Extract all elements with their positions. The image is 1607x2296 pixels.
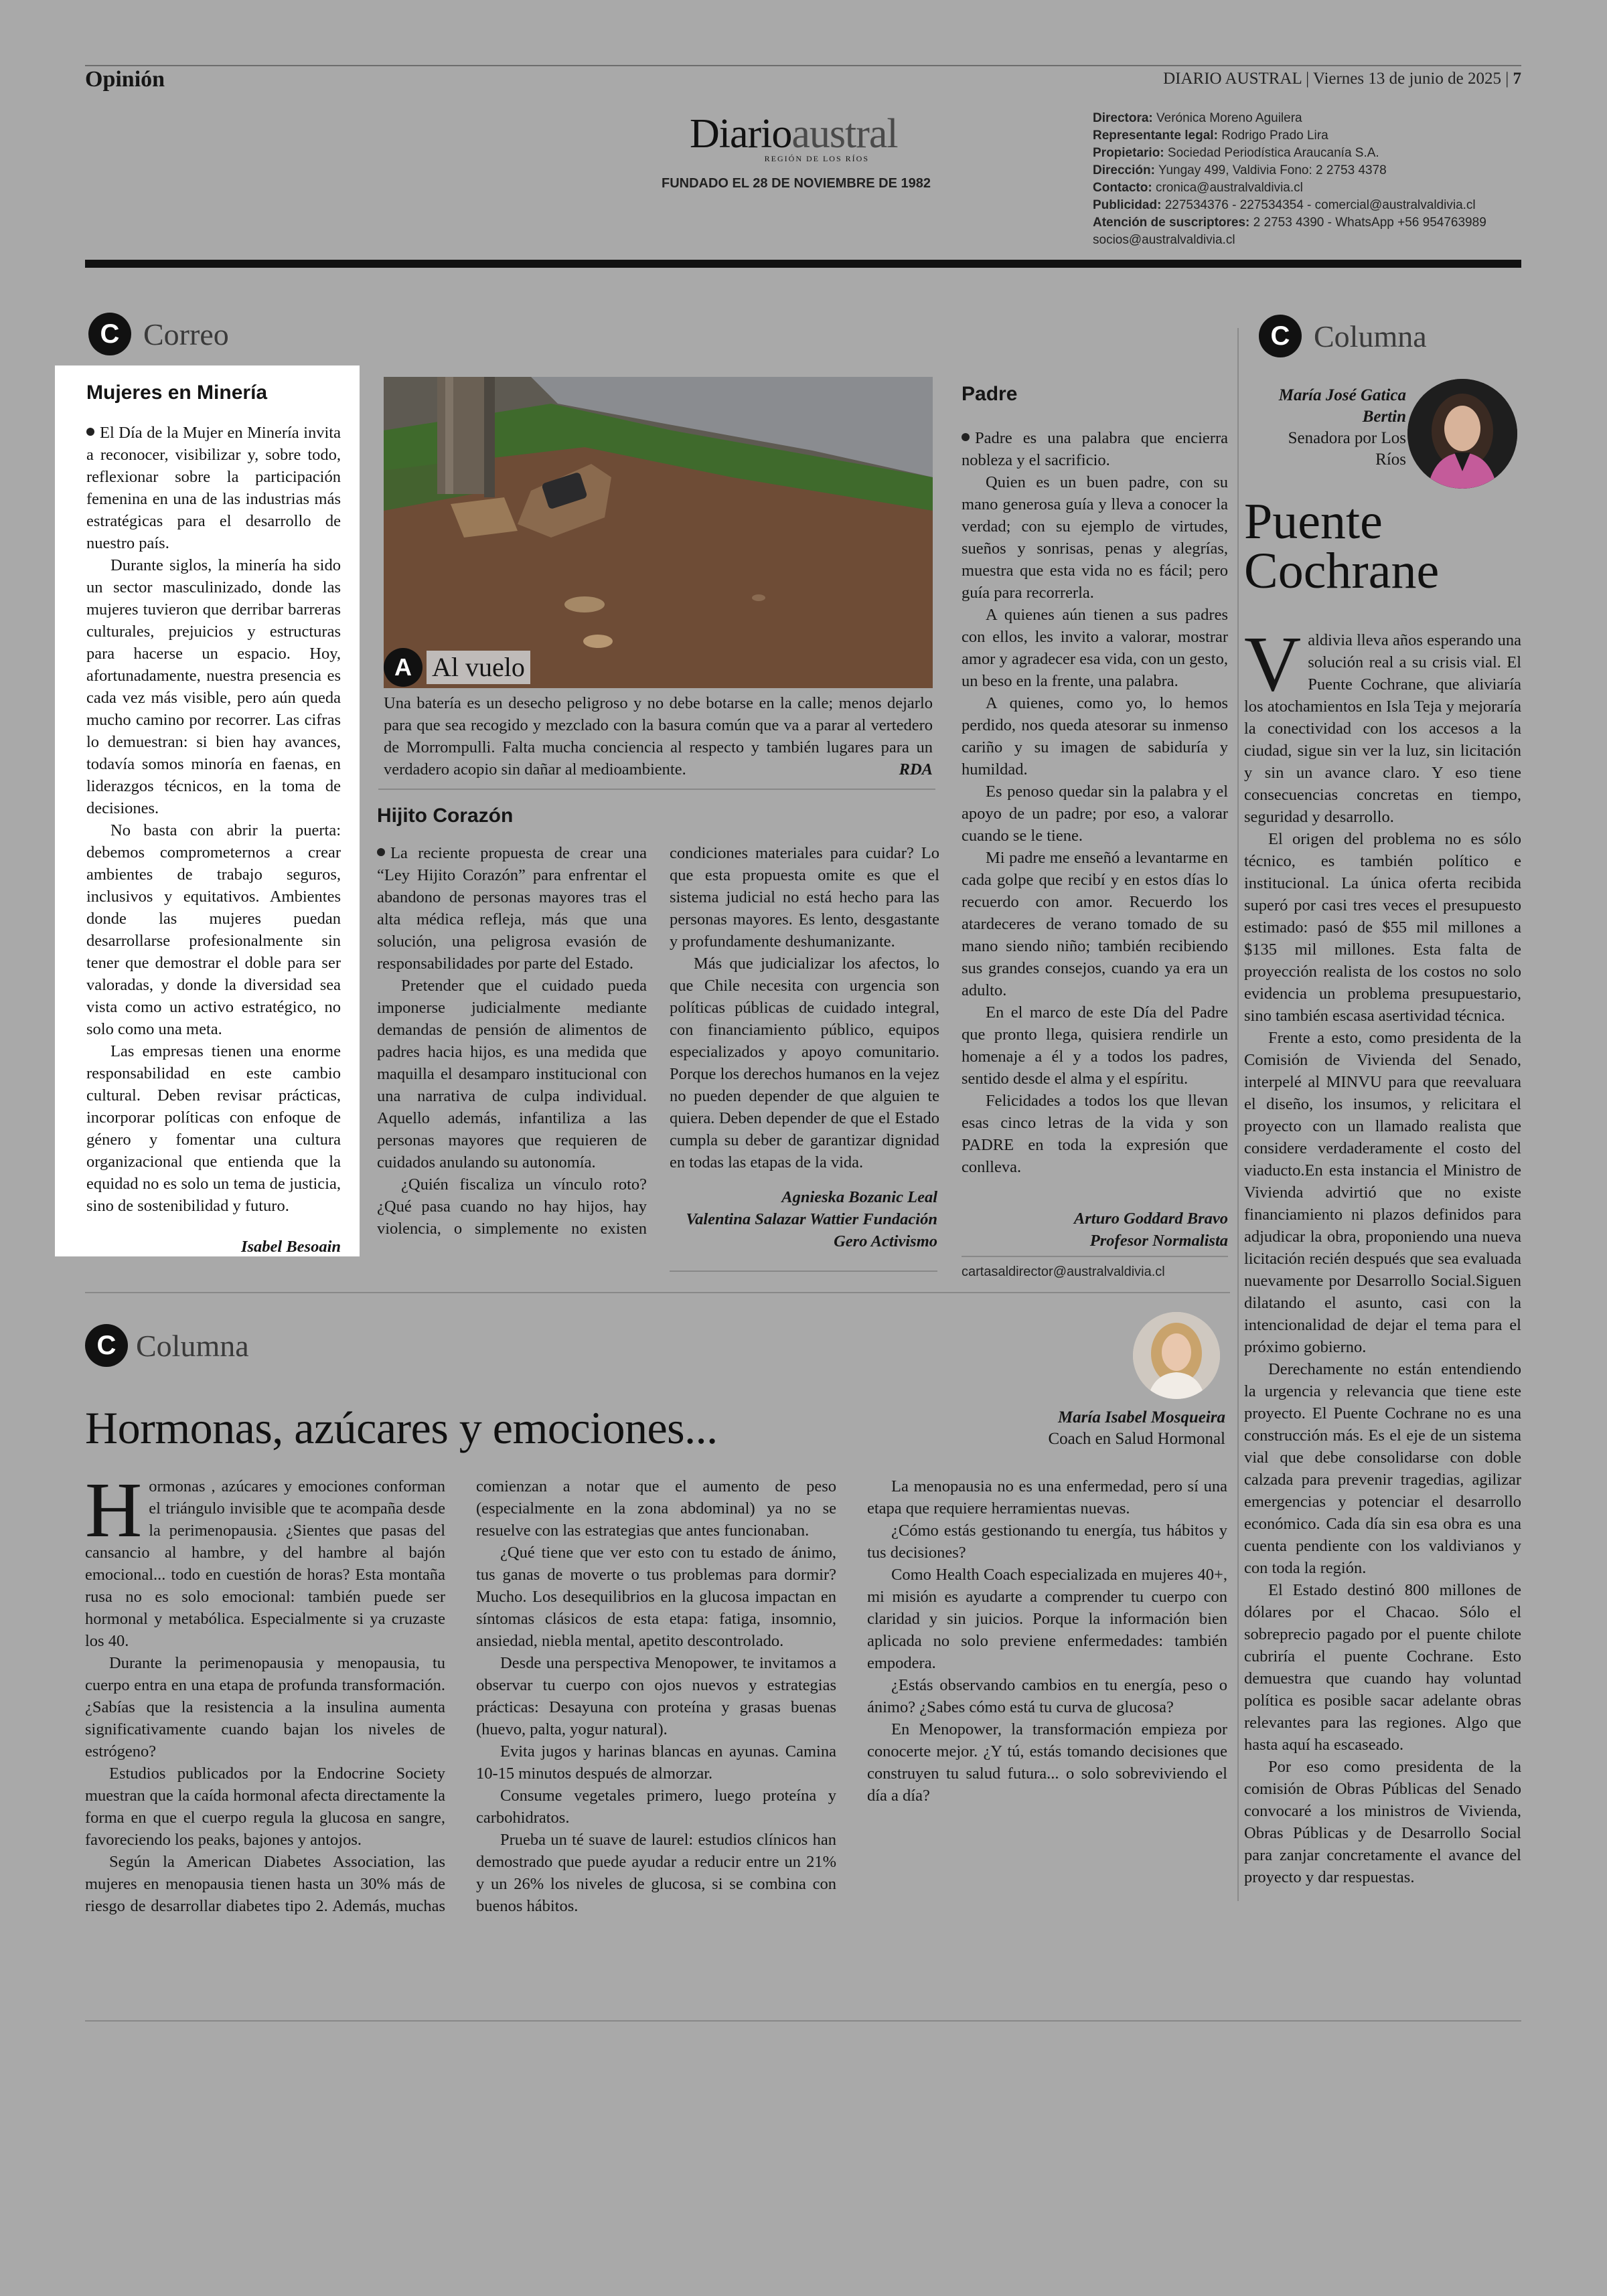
paragraph: Durante la perimenopausia y menopausia, tu cuerpo entra en una etapa de profunda transformación. ¿Sabías que la resistencia a la insulina aumenta significativamente cuando bajan los niveles de estrógeno? bbox=[85, 1654, 445, 1760]
masthead-label: Publicidad: bbox=[1093, 198, 1162, 212]
signature-line: Arturo Goddard Bravo bbox=[1073, 1210, 1228, 1228]
hormonas-body bbox=[85, 1466, 1227, 1917]
puente-dropcap: V bbox=[1244, 620, 1302, 708]
masthead-value: Yungay 499, Valdivia Fono: 2 2753 4378 bbox=[1158, 163, 1387, 177]
section-c-badge: C bbox=[88, 313, 131, 355]
letters-email[interactable]: cartasaldirector@australvaldivia.cl bbox=[962, 1264, 1165, 1279]
hijito-signature bbox=[670, 1186, 937, 1252]
masthead-value: Rodrigo Prado Lira bbox=[1221, 129, 1328, 143]
paragraph: La menopausia no es una enfermedad, pero sí una etapa que requiere herramientas nuevas. bbox=[867, 1477, 1227, 1518]
street-photo-image bbox=[384, 377, 933, 688]
padre-body bbox=[962, 427, 1228, 1178]
page-bottom-rule bbox=[85, 2020, 1521, 2022]
al-vuelo-credit: RDA bbox=[899, 760, 933, 778]
puente-author-name: María José Gatica Bertin bbox=[1278, 386, 1406, 426]
paragraph: Frente a esto, como presidenta de la Comisión de Vivienda del Senado, interpelé al MINVU para que reevaluara el diseño, los insumos, y relicitara el proyecto con un llamado realista que considere verdaderamente el costo del viaducto.En esta instancia el Ministro de Vivienda advirtió que no existe financiamiento ni plazos definidos para adjudicar la obra, proponiendo una nueva licitación recién después que sea evaluada nuevamente por Desarrollo Social.Siguen dilatando el asunto, casi con la intencionalidad de dejar el tema para el próximo gobierno. bbox=[1244, 1029, 1521, 1356]
section-name: Opinión bbox=[85, 67, 165, 92]
folio: DIARIO AUSTRAL | Viernes 13 de junio de 2025 | 7 bbox=[1163, 70, 1521, 88]
paragraph: Derechamente no están entendiendo la urgencia y relevancia que tiene este proyecto. El Puente Cochrane no es una construcción más. Es el eje de un sistema vial que debe consolidarse con doble calzada para prevenir tragedias, agilizar emergencias y potenciar el desarrollo económico. Cada día sin esa obra es una cuenta pendiente con los valdivianos y con toda la región. bbox=[1244, 1360, 1521, 1577]
masthead-row bbox=[1093, 214, 1521, 232]
padre-bottom-rule bbox=[962, 1256, 1228, 1257]
paragraph: Desde una perspectiva Menopower, te invitamos a observar tu cuerpo con ojos nuevos y estrategias prácticas: Desayuna con proteína y grasas buenas (huevo, palta, yogur natural). bbox=[476, 1654, 836, 1738]
padre-title: Padre bbox=[962, 383, 1018, 405]
al-vuelo-text: Al vuelo bbox=[427, 651, 530, 684]
paragraph bbox=[377, 842, 647, 975]
signature-line: Profesor Normalista bbox=[1089, 1232, 1228, 1250]
masthead-row bbox=[1093, 162, 1521, 179]
hormonas-label bbox=[85, 1324, 249, 1367]
column-divider bbox=[1237, 328, 1239, 1901]
puente-label bbox=[1259, 315, 1427, 357]
hormonas-first-paragraph: ormonas , azúcares y emociones conforman el triángulo invisible que te acompaña desde la perimenopausia. ¿Sientes que pasas del cansancio al hambre, y del hambre al bajón emocional... todo en cuestión de horas? Esta montaña rusa no es solo emocional: también puede ser hormonal y metabólica. Especialmente si ya cruzaste los 40. bbox=[85, 1477, 445, 1650]
mujeres-signature: Isabel Besoain bbox=[240, 1238, 341, 1256]
paragraph: Estudios publicados por la Endocrine Society muestran que la caída hormonal afecta directamente la forma en que el cuerpo regula la glucosa en sangre, favoreciendo los peaks, bajones y antojos. bbox=[85, 1765, 445, 1849]
paragraph: Mi padre me enseñó a levantarme en cada golpe que recibí y en estos días lo recuerdo con amor. Recuerdo los atardeceres de verano tomado de su mano siendo niño; también recibiendo sus grandes consejos, cuando ya era un adulto. bbox=[962, 849, 1228, 999]
masthead-value: cronica@australvaldivia.cl bbox=[1155, 181, 1303, 195]
paragraph: Las empresas tienen una enorme responsabilidad en este cambio cultural. Deben revisar prácticas, incorporar políticas con enfoque de género y fomentar una cultura organizacional que entienda que la equidad no es solo un tema de justicia, sino de sostenibilidad y futuro. bbox=[86, 1042, 341, 1215]
masthead-value: Verónica Moreno Aguilera bbox=[1156, 111, 1302, 125]
paragraph: No basta con abrir la puerta: debemos comprometernos a crear ambientes de trabajo seguros, inclusivos y equitativos. Ambientes donde las mujeres puedan desarrollarse profesionalmente sin tener que demostrar el doble para ser valoradas, y donde la diversidad sea vista como un activo estratégico, no solo como una meta. bbox=[86, 821, 341, 1038]
hormonas-dropcap: H bbox=[85, 1466, 143, 1554]
paragraph bbox=[962, 427, 1228, 471]
paragraph: El Estado destinó 800 millones de dólares por el Chacao. Sólo el sobreprecio pagado por el puente chilote cubriría el puente Cochrane. Esto demuestra que cuando hay voluntad política es posible sacar adelante obras relevantes para las regiones. Algo que hasta aquí ha escaseado. bbox=[1244, 1581, 1521, 1754]
paragraph: Por eso como presidenta de la comisión de Obras Públicas del Senado convocaré a los ministros de Vivienda, Obras Públicas y de Desarrollo Social para zanjar concretamente el avance del proyecto y dar respuestas. bbox=[1244, 1758, 1521, 1886]
al-vuelo-caption bbox=[384, 692, 933, 781]
masthead-value: Sociedad Periodística Araucanía S.A. bbox=[1167, 146, 1379, 160]
hormonas-title: Hormonas, azúcares y emociones... bbox=[85, 1402, 718, 1453]
puente-title bbox=[1244, 493, 1440, 599]
logo-diario: Diario bbox=[690, 111, 792, 157]
paragraph: Prueba un té suave de laurel: estudios clínicos han demostrado que puede ayudar a reducir entre un 21% y un 26% los niveles de glucosa, si se combina con buenos hábitos. bbox=[476, 1831, 836, 1915]
logo-subtitle: REGIÓN DE LOS RÍOS bbox=[764, 154, 869, 163]
masthead-row bbox=[1093, 110, 1521, 127]
masthead-value: 2 2753 4390 - WhatsApp +56 954763989 bbox=[1253, 216, 1486, 230]
paragraph: ¿Quién fiscaliza un vínculo roto? ¿Qué pasa cuando no hay hijos, hay violencia, o simplemente no existen condiciones materiales para cuidar? Lo que esta propuesta omite es que el sistema judicial no está hecho para las personas mayores. Es lento, desgastante y profundamente deshumanizante. bbox=[377, 844, 939, 1238]
masthead-logo bbox=[690, 112, 911, 164]
hormonas-author-name: María Isabel Mosqueira bbox=[1057, 1408, 1225, 1426]
signature-line: Valentina Salazar Wattier Fundación Gero Activismo bbox=[686, 1210, 937, 1250]
masthead-row bbox=[1093, 232, 1521, 249]
masthead-row bbox=[1093, 145, 1521, 162]
paragraph: En Menopower, la transformación empieza por conocerte mejor. ¿Y tú, estás tomando decisiones que construyen tu salud futura... o solo sobreviviendo el día a día? bbox=[867, 1720, 1227, 1805]
avatar-gatica bbox=[1407, 379, 1517, 489]
masthead-label: Contacto: bbox=[1093, 181, 1152, 195]
paragraph: A quienes, como yo, lo hemos perdido, nos queda atesorar su inmenso cariño y su imagen de sabiduría y humildad. bbox=[962, 694, 1228, 778]
hormonas-author bbox=[958, 1407, 1225, 1450]
hormonas-author-role: Coach en Salud Hormonal bbox=[1048, 1430, 1225, 1448]
paragraph bbox=[86, 422, 341, 554]
header-bottom-rule bbox=[85, 260, 1521, 268]
puente-title-line2: Cochrane bbox=[1244, 543, 1440, 599]
header-top-rule bbox=[85, 65, 1521, 66]
masthead-value: socios@australvaldivia.cl bbox=[1093, 233, 1235, 247]
section-c-badge: C bbox=[1259, 315, 1302, 357]
coach-portrait bbox=[1133, 1312, 1220, 1399]
senator-portrait bbox=[1407, 379, 1517, 489]
masthead-label: Dirección: bbox=[1093, 163, 1155, 177]
paragraph: ¿Cómo estás gestionando tu energía, tus hábitos y tus decisiones? bbox=[867, 1522, 1227, 1562]
al-vuelo-caption-text: Una batería es un desecho peligroso y no debe botarse en la calle; menos dejarlo para que sea recogido y mezclado con la basura común que va a parar al vertedero de Morrompulli. Falta mucha conciencia al respecto y también lugares para un verdadero acopio sin dañar al medioambiente. bbox=[384, 694, 933, 778]
paragraph: A quienes aún tienen a sus padres con ellos, les invito a valorar, mostrar amor y agradecer esa vida, con un gesto, un beso en la frente, una palabra. bbox=[962, 606, 1228, 690]
masthead-label: Directora: bbox=[1093, 111, 1153, 125]
bullet-icon bbox=[377, 848, 385, 856]
paragraph: Como Health Coach especializada en mujeres 40+, mi misión es ayudarte a comprender tu cuerpo con claridad y sin juicios. Porque la información bien aplicada no solo previene enfermedades: también empodera. bbox=[867, 1566, 1227, 1672]
masthead-value: 227534376 - 227534354 - comercial@australvaldivia.cl bbox=[1164, 198, 1476, 212]
masthead-row bbox=[1093, 179, 1521, 197]
founded-line: FUNDADO EL 28 DE NOVIEMBRE DE 1982 bbox=[662, 176, 931, 191]
puente-author-role: Senadora por Los Ríos bbox=[1288, 429, 1406, 469]
puente-first-paragraph: aldivia lleva años esperando una solución real a su crisis vial. El Puente Cochrane, que aliviaría los atochamientos en Isla Teja y mejoraría la conectividad con los accesos a la ciudad, sigue sin ver la luz, sin licitación y sin un avance claro. Y eso tiene consecuencias concretas en tiempo, seguridad y desarrollo. bbox=[1244, 631, 1521, 826]
masthead-label: Propietario: bbox=[1093, 146, 1164, 160]
paper-name: DIARIO AUSTRAL bbox=[1163, 70, 1302, 88]
paragraph-text: La reciente propuesta de crear una “Ley Hijito Corazón” para enfrentar el abandono de personas mayores tras el alta médica refleja, más que una solución, una peligrosa evasión de responsabilidades por parte del Estado. bbox=[377, 844, 647, 973]
paragraph: En el marco de este Día del Padre que pronto llega, quisiera rendirle un homenaje a él y a todos los padres, sentido desde el alma y el espíritu. bbox=[962, 1003, 1228, 1088]
masthead-row bbox=[1093, 197, 1521, 214]
mujeres-article bbox=[55, 365, 360, 1256]
al-vuelo-badge: A bbox=[384, 648, 423, 687]
issue-date: Viernes 13 de junio de 2025 bbox=[1312, 70, 1501, 88]
paragraph: Es penoso quedar sin la palabra y el apoyo de un padre; por eso, a valorar cuando se le tiene. bbox=[962, 783, 1228, 845]
paragraph: ¿Estás observando cambios en tu energía, peso o ánimo? ¿Sabes cómo está tu curva de glucosa? bbox=[867, 1676, 1227, 1716]
avatar-mosqueira bbox=[1133, 1312, 1220, 1399]
paragraph: Consume vegetales primero, luego proteína y carbohidratos. bbox=[476, 1787, 836, 1827]
puente-label-text: Columna bbox=[1314, 319, 1427, 353]
mujeres-title: Mujeres en Minería bbox=[86, 382, 268, 404]
logo-austral: austral bbox=[791, 111, 898, 157]
bullet-icon bbox=[86, 428, 94, 436]
correo-label bbox=[88, 313, 229, 355]
puente-title-line1: Puente bbox=[1244, 493, 1383, 550]
paragraph: ¿Qué tiene que ver esto con tu estado de ánimo, tus ganas de moverte o tus problemas para dormir? Mucho. Los desequilibrios en la glucosa impactan en síntomas clásicos de esta etapa: fatiga, insomnio, ansiedad, niebla mental, apetito descontrolado. bbox=[476, 1544, 836, 1650]
paragraph: Pretender que el cuidado pueda imponerse judicialmente mediante demandas de pensión de alimentos de padres hacia hijos, es una medida que maquilla el desamparo institucional con una narrativa de culpa individual. Aquello además, infantiliza a las personas mayores que requieren de cuidados anulando su autonomía. bbox=[377, 977, 647, 1171]
masthead-row bbox=[1093, 127, 1521, 145]
paragraph: Felicidades a todos los que llevan esas cinco letras de la vida y son PADRE en toda la expresión que conlleva. bbox=[962, 1092, 1228, 1176]
al-vuelo-label bbox=[384, 648, 530, 687]
masthead-label: Atención de suscriptores: bbox=[1093, 216, 1250, 230]
signature-line: Agnieska Bozanic Leal bbox=[781, 1188, 937, 1206]
paragraph: Más que judicializar los afectos, lo que Chile necesita con urgencia son políticas públicas de cuidado integral, con financiamiento público, equipos especializados y apoyo comunitario. Porque los derechos humanos en la vejez no pueden depender de que alguien te quiera. Deben depender de que el Estado cumpla su deber de garantizar dignidad en todas las etapas de la vida. bbox=[670, 955, 939, 1171]
paragraph: Durante siglos, la minería ha sido un sector masculinizado, donde las mujeres tuvieron que derribar barreras culturales, prejuicios y estructuras para hacerse un espacio. Hoy, afortunadamente, nuestra presencia es cada vez más visible, pero aún queda mucho camino por recorrer. Las cifras lo demuestran: si bien hay avances, todavía somos minoría en faenas, en liderazgos técnicos, en la toma de decisiones. bbox=[86, 556, 341, 817]
mujeres-body bbox=[86, 422, 341, 1217]
masthead-label: Representante legal: bbox=[1093, 129, 1218, 143]
padre-signature bbox=[962, 1208, 1228, 1252]
al-vuelo-photo bbox=[384, 377, 933, 688]
paragraph: Evita jugos y harinas blancas en ayunas. Camina 10-15 minutos después de almorzar. bbox=[476, 1742, 836, 1783]
paragraph-text: Padre es una palabra que encierra nobleza y el sacrificio. bbox=[962, 429, 1228, 469]
paragraph: Según la American Diabetes Association, las mujeres en menopausia tienen hasta un 30% más de riesgo de desarrollar diabetes tipo 2. Además, muchas comienzan a notar que el aumento de peso (especialmente en la zona abdominal) ya no se resuelve con las estrategias que antes funcionaban. bbox=[85, 1477, 836, 1915]
photo-bottom-rule bbox=[378, 789, 935, 790]
bullet-icon bbox=[962, 433, 970, 441]
correo-label-text: Correo bbox=[143, 317, 229, 351]
paragraph: Quien es un buen padre, con su mano generosa guía y lleva a conocer la verdad; con su ejemplo de virtudes, sueños y sonrisas, penas y alegrías, muestra que esta vida no es fácil; pero guía para recorrerla. bbox=[962, 473, 1228, 602]
lower-section-rule bbox=[85, 1292, 1230, 1293]
paragraph-text: El Día de la Mujer en Minería invita a reconocer, visibilizar y, sobre todo, reflexionar sobre la participación femenina en una de las industrias más estratégicas para el desarrollo de nuestro país. bbox=[86, 424, 341, 552]
hijito-bottom-rule bbox=[670, 1270, 937, 1272]
puente-body bbox=[1244, 620, 1521, 1888]
page-number: 7 bbox=[1513, 70, 1521, 88]
section-c-badge: C bbox=[85, 1324, 128, 1367]
puente-author bbox=[1259, 385, 1406, 471]
hormonas-label-text: Columna bbox=[136, 1328, 249, 1363]
hijito-body bbox=[377, 842, 939, 1244]
hijito-title: Hijito Corazón bbox=[377, 805, 514, 827]
masthead-info bbox=[1093, 110, 1521, 249]
paragraph: El origen del problema no es sólo técnico, es también político e institucional. La única oferta recibida superó por casi tres veces el presupuesto estimado: pasó de $55 mil millones a $135 mil millones. Esta falta de proyección realista de los costos no solo evidencia un problema presupuestario, sino también escasa asertividad técnica. bbox=[1244, 830, 1521, 1025]
